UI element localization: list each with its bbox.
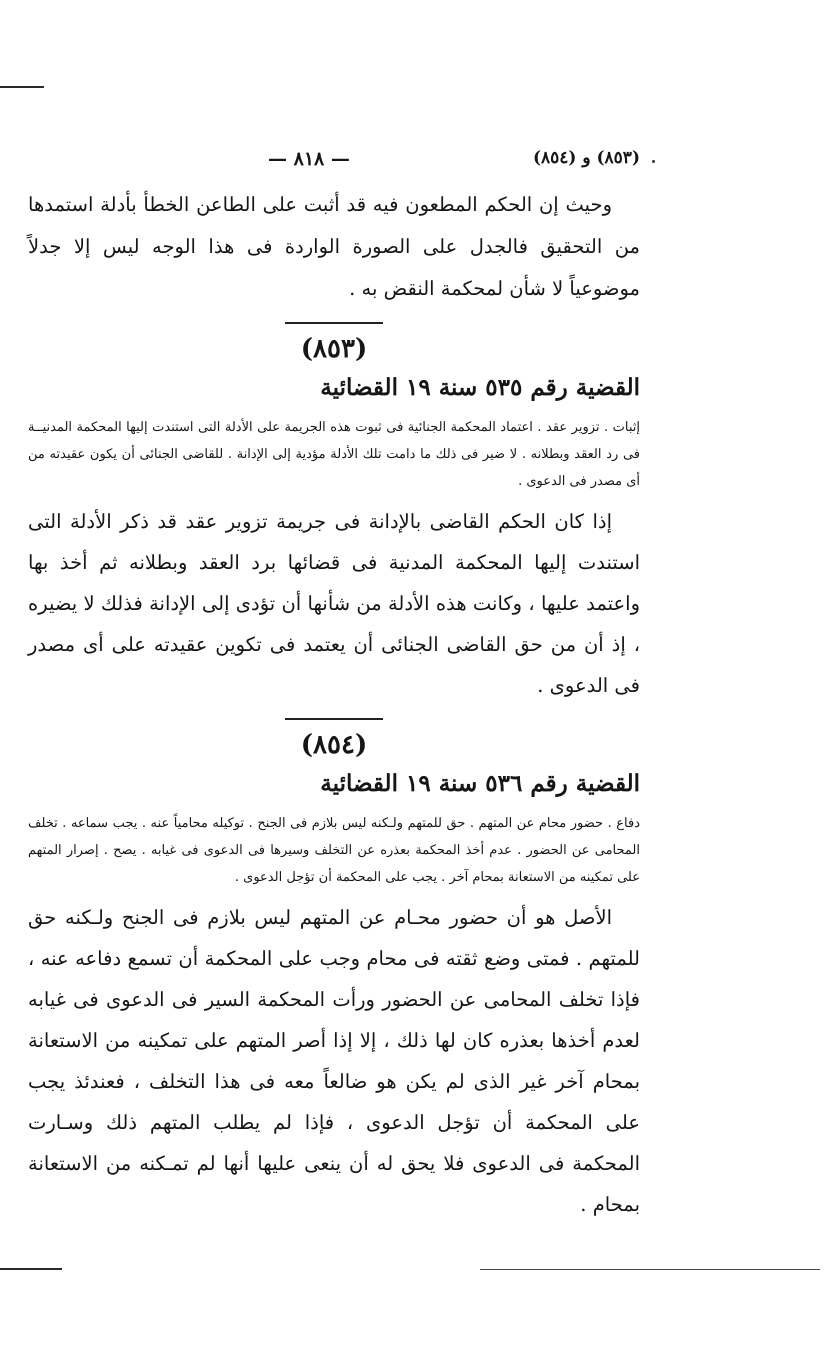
intro-paragraph: وحيث إن الحكم المطعون فيه قد أثبت على الطاعن الخطأ بأدلة استمدها من التحقيق فالجدل على الصورة الواردة فى هذا الوجه ليس إلا جدلاً موضوعياً لا شأن لمحكمة النقض به . <box>28 193 640 300</box>
footer-rule <box>480 1269 820 1270</box>
scan-speck <box>652 160 655 163</box>
case-ruling: الأصل هو أن حضور محـام عن المتهم ليس بلازم فى الجنح ولـكنه حق للمتهم . فمتى وضع ثقته فى محام وجب على المحكمة أن تسمع دفاعه عنه ، فإذا تخلف المحامى عن الحضور ورأت المحكمة السير فى الدعوى فى غيابه لعدم أخذها بعذره كان لها ذلك ، إلا إذا أصر المتهم على تمكينه من الاستعانة بمحام آخر غير الذى لم يكن هو ضالعاً معه فى هذا التخلف ، فعندئذ يجب على المحكمة أن تؤجل الدعوى ، فإذا لم يطلب المتهم ذلك وسـارت المحكمة فى الدعوى فلا يحق له أن ينعى عليها أنها لم تمـكنه من الاستعانة بمحام . <box>28 906 640 1216</box>
section-divider <box>285 718 383 720</box>
page-header <box>28 140 640 184</box>
document-page <box>28 140 640 1225</box>
case-summary: إثبات . تزوير عقد . اعتماد المحكمة الجنائية فى ثبوت هذه الجريمة على الأدلة التى استندت إليها المحكمة المدنيــة فى رد العقد وبطلانه . لا ضير فى ذلك ما دامت تلك الأدلة مؤدية إلى الإدانة . للقاضى الجنائى أن يكون عقيدته من أى مصدر فى الدعوى . <box>28 420 640 489</box>
page-number: — ٨١٨ — <box>268 148 350 170</box>
case-title: القضية رقم ٥٣٥ سنة ١٩ القضائية <box>320 374 640 401</box>
case-number: (٨٥٤) <box>300 730 368 760</box>
case-title: القضية رقم ٥٣٦ سنة ١٩ القضائية <box>320 770 640 797</box>
scan-edge-line <box>0 1268 62 1270</box>
case-ruling: إذا كان الحكم القاضى بالإدانة فى جريمة تزوير عقد قد ذكر الأدلة التى استندت إليها المحكمة المدنية فى قضائها برد العقد وبطلانه ثم أخذ بها واعتمد عليها ، وكانت هذه الأدلة من شأنها أن تؤدى إلى الإدانة فذلك لا يضيره ، إذ أن من حق القاضى الجنائى أن يعتمد فى تكوين عقيدته على أى مصدر فى الدعوى . <box>28 510 640 697</box>
case-reference: (٨٥٣) و (٨٥٤) <box>532 148 640 168</box>
scan-edge-line <box>0 86 44 88</box>
case-number: (٨٥٣) <box>300 334 368 364</box>
section-divider <box>285 322 383 324</box>
case-summary: دفاع . حضور محام عن المتهم . حق للمتهم ولـكنه ليس بلازم فى الجنح . توكيله محامياً عنه . يجب سماعه . تخلف المحامى عن الحضور . عدم أخذ المحكمة بعذره عن التخلف وسيرها فى الدعوى فى غيابه . يصح . إصرار المتهم على تمكينه من الاستعانة بمحام آخر . يجب على المحكمة أن تؤجل الدعوى . <box>28 816 640 885</box>
